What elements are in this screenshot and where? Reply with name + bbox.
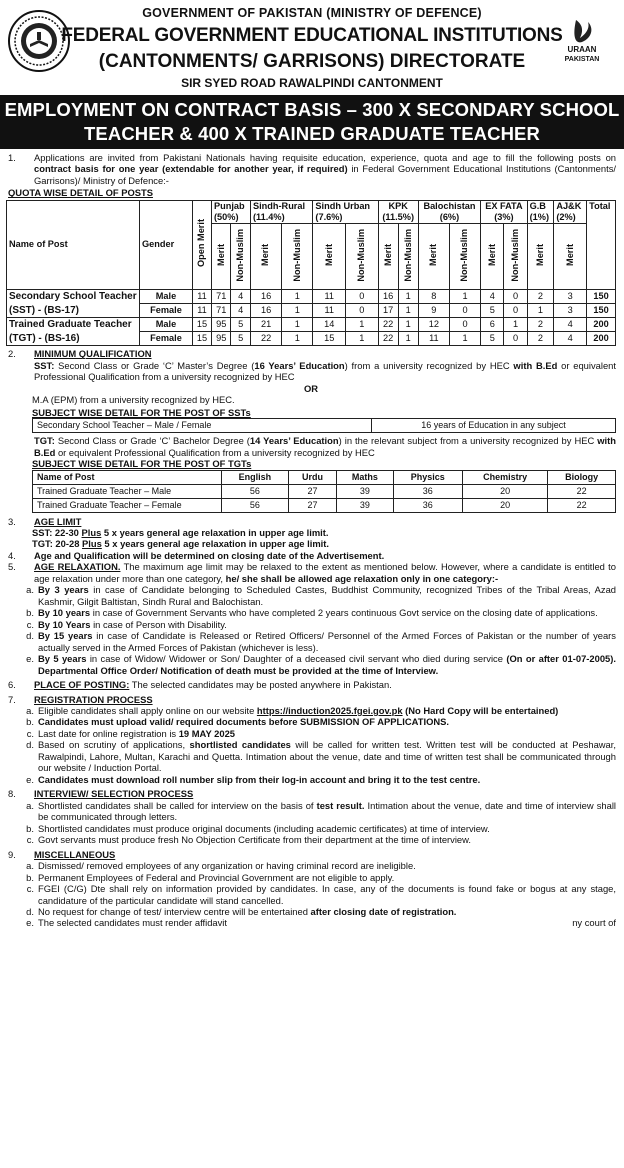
quota-cell: 4 (231, 304, 251, 318)
uraan-logo-title: URAAN (567, 45, 597, 54)
list-item: b. By 10 years in case of Government Servants who have completed 2 years continuous Govt service on the closing date of applications. (26, 607, 598, 619)
quota-cell: 1 (527, 304, 554, 318)
table-row: Trained Graduate Teacher – Female 56 27 39 36 20 22 (33, 498, 616, 512)
quota-cell: 1 (282, 290, 313, 304)
directorate-title-line1: FEDERAL GOVERNMENT EDUCATIONAL INSTITUTIONS (61, 25, 563, 46)
section-6: 6. PLACE OF POSTING: The selected candidates may be posted anywhere in Pakistan. (8, 679, 392, 691)
tgt-qualification: TGT: Second Class or Grade ‘C’ Bachelor Degree (14 Years’ Education) in the relevant subject from a university recognized by HEC with B.Ed or equivalent Professional Qualification from a university recognized by HEC (34, 435, 616, 458)
directorate-title-line2: (CANTONMENTS/ GARRISONS) DIRECTORATE (98, 51, 526, 72)
list-item: a. By 3 years in case of Candidate belonging to Scheduled Castes, Buddhist Community, recognized Tribes of the Tribal Areas, Azad Kashmir, Gilgit Baltistan, Sindh Rural and Balochistan. (26, 584, 617, 607)
gender-cell: Male (140, 318, 193, 332)
quota-cell: 5 (481, 332, 504, 346)
region-name: Sindh-Rural (252, 200, 306, 211)
list-item: e. The selected candidates must render affidavit ny court of (26, 917, 616, 929)
quota-cell: 1 (449, 290, 480, 304)
gender-cell: Female (140, 332, 193, 346)
list-item: b. Candidates must upload valid/ required documents before SUBMISSION OF APPLICATIONS. (26, 716, 449, 728)
section-title: MINIMUM QUALIFICATION (34, 348, 152, 360)
registration-link[interactable]: https://induction2025.fgei.gov.pk (256, 705, 403, 716)
region-name: EX FATA (485, 200, 523, 211)
banner-line1: EMPLOYMENT ON CONTRACT BASIS – 300 X SECONDARY SCHOOL (4, 99, 620, 120)
quota-cell: 5 (231, 332, 251, 346)
quota-cell: 21 (250, 318, 281, 332)
quota-cell: 4 (554, 318, 587, 332)
table-row (7, 290, 616, 304)
region-name: Balochistan (423, 200, 476, 211)
quota-cell: 2 (527, 290, 554, 304)
quota-cell: 15 (193, 332, 212, 346)
section-9: 9. MISCELLANEOUS (8, 848, 116, 860)
header (0, 0, 624, 95)
quota-cell: 11 (193, 304, 212, 318)
quota-cell: 22 (378, 318, 398, 332)
section-1: 1. Applications are invited from Pakistani Nationals having requisite education, experience, quota and age to fill the following posts on contract basis for one year (extendable for another year, if required) in Federal Government Educational Institutions (Cantonments/ Garrisons)/ Ministry of Defence:- (8, 152, 617, 186)
quota-cell: 2 (527, 318, 554, 332)
post-name: Trained Graduate Teacher (TGT) - (BS-16) (7, 318, 140, 346)
quota-cell: 11 (418, 332, 449, 346)
list-item: d. No request for change of test/ interview centre will be entertained after closing date of registration. (26, 905, 457, 917)
quota-cell: 16 (250, 304, 281, 318)
quota-header-total: Total (587, 200, 616, 289)
list-item: a. Eligible candidates shall apply online on our website https://induction2025.fgei.gov.pk (No Hard Copy will be entertained) (26, 705, 559, 716)
table-row (7, 318, 616, 332)
quota-cell: 0 (449, 318, 480, 332)
quota-cell: 22 (250, 332, 281, 346)
quota-cell: 11 (313, 304, 346, 318)
gender-cell: Male (140, 290, 193, 304)
quota-cell: 11 (193, 290, 212, 304)
quota-cell: 16 (378, 290, 398, 304)
quota-title: QUOTA WISE DETAIL OF POSTS (8, 187, 153, 199)
quota-cell: 0 (504, 304, 527, 318)
quota-cell: 1 (398, 332, 418, 346)
quota-cell: 150 (587, 304, 616, 318)
mae-text: M.A (EPM) from a university recognized by HEC. (32, 394, 235, 406)
sst-subject-table: Secondary School Teacher – Male / Female 16 years of Education in any subject (32, 418, 616, 433)
section-number: 1. (8, 152, 16, 163)
quota-cell: 0 (504, 290, 527, 304)
quota-cell: 15 (193, 318, 212, 332)
quota-cell: 71 (212, 304, 231, 318)
banner-line2: TEACHER & 400 X TRAINED GRADUATE TEACHER (84, 123, 540, 144)
table-row: Trained Graduate Teacher – Male 56 27 39 36 20 22 (33, 484, 616, 498)
list-item: c. By 10 Years in case of Person with Disability. (26, 618, 227, 630)
quota-cell: 1 (346, 318, 379, 332)
quota-cell: 0 (449, 304, 480, 318)
list-item: e. Candidates must download roll number slip from their log-in account and bring it to the test centre. (26, 773, 481, 785)
list-item: c. Last date for online registration is 19 MAY 2025 (26, 727, 235, 739)
list-item: a. Shortlisted candidates shall be called for interview on the basis of test result. Intimation about the venue, date and time of interview shall be communicated through letters. (26, 799, 617, 823)
gender-cell: Female (140, 304, 193, 318)
list-item: d. Based on scrutiny of applications, shortlisted candidates will be called for written test. Written test will be conducted at Peshawar, Rawalpindi, Lahore, Multan, Karachi and Quetta. Intimation about the venue, date and time of written test shall be communicated through our website / Induction Portal. (26, 739, 616, 774)
quota-cell: 4 (231, 290, 251, 304)
quota-cell: 1 (449, 332, 480, 346)
quota-cell: 14 (313, 318, 346, 332)
quota-cell: 4 (554, 332, 587, 346)
quota-cell: 150 (587, 290, 616, 304)
section-3: 3. AGE LIMIT (8, 515, 82, 527)
quota-cell: 4 (481, 290, 504, 304)
quota-cell: 1 (282, 304, 313, 318)
quota-cell: 95 (212, 332, 231, 346)
quota-cell: 1 (346, 332, 379, 346)
quota-cell: 0 (504, 332, 527, 346)
region-name: AJ&K (556, 200, 582, 211)
quota-cell: 0 (346, 290, 379, 304)
quota-cell: 12 (418, 318, 449, 332)
quota-body (7, 290, 616, 346)
age-tgt: TGT: 20-28 Plus 5 x years general age relaxation in upper age limit. (32, 538, 330, 550)
uraan-pakistan-logo-icon (552, 18, 612, 70)
quota-header-name: Name of Post (7, 200, 140, 289)
quota-cell: 3 (554, 290, 587, 304)
quota-cell: 1 (282, 332, 313, 346)
quota-cell: 8 (418, 290, 449, 304)
region-name: Sindh Urban (315, 200, 371, 211)
sst-subject-title: SUBJECT WISE DETAIL FOR THE POST OF SSTs (32, 406, 251, 418)
or-label: OR (303, 382, 319, 394)
section-4: 4. Age and Qualification will be determined on closing date of the Advertisement. (8, 549, 385, 561)
quota-cell: 200 (587, 332, 616, 346)
quota-cell: 5 (231, 318, 251, 332)
quota-header-gender: Gender (140, 200, 193, 289)
quota-cell: 71 (212, 290, 231, 304)
quota-cell: 200 (587, 318, 616, 332)
list-item: a. Dismissed/ removed employees of any organization or having criminal record are ineligible. (26, 860, 416, 872)
quota-cell: 1 (504, 318, 527, 332)
quota-cell: 5 (481, 304, 504, 318)
list-item: c. FGEI (C/G) Dte shall rely on information provided by candidates. In case, any of the documents is found fake or bogus at any stage, candidature of the particular candidate will stand cancelled. (26, 883, 616, 906)
section-7: 7. REGISTRATION PROCESS (8, 693, 153, 705)
government-line: GOVERNMENT OF PAKISTAN (MINISTRY OF DEFENCE) (142, 6, 482, 20)
quota-header-open-merit: Open Merit (196, 219, 207, 268)
quota-cell: 22 (378, 332, 398, 346)
uraan-logo-sub: PAKISTAN (564, 56, 600, 63)
title-banner (0, 95, 624, 149)
age-sst: SST: 22-30 Plus 5 x years general age relaxation in upper age limit. (32, 526, 329, 538)
quota-cell: 95 (212, 318, 231, 332)
section-8: 8. INTERVIEW/ SELECTION PROCESS (8, 788, 194, 800)
list-item: b. Permanent Employees of Federal and Provincial Government are not eligible to apply. (26, 871, 395, 883)
quota-cell: 1 (282, 318, 313, 332)
post-name: Secondary School Teacher (SST) - (BS-17) (7, 290, 140, 318)
quota-cell: 1 (398, 318, 418, 332)
quota-table: Name of Post Gender Open Merit Punjab (50%) Sindh-Rural (11.4%) Sindh Urban (7.6%) KPK (11.5%) Balochistan (6%) EX FATA (3%) G.B (1%) AJ&K (2%) Total Merit Non-Muslim Merit Non-Muslim Merit Non-Muslim Merit Non-Muslim Merit Non-Muslim Merit Non-Muslim Merit Merit Secondary School Teacher (SST) - (BS-17) Male 11 71 4 16 1 11 0 16 1 8 1 4 0 2 3 150 Female 11 71 4 16 1 11 0 17 1 9 0 5 0 1 3 150 Trained Graduate Teacher (TGT) - (BS-16) Male 15 95 5 21 1 14 1 22 1 12 0 6 1 2 4 200 Female 15 95 5 22 1 15 1 22 1 11 1 5 0 2 4 200 (6, 200, 616, 346)
sst-qualification: SST: Second Class or Grade ‘C’ Master’s Degree (16 Years’ Education) from a university recognized by HEC with B.Ed or equivalent Professional Qualification from a university recognized by HEC (34, 359, 616, 383)
quota-cell: 2 (527, 332, 554, 346)
section-5: 5. AGE RELAXATION. The maximum age limit may be relaxed to the extent as mentioned below. However, where a candidate is entitled to age relaxation under more than one category, he/ she shall be allowed age relaxation only in one category:- (8, 561, 616, 584)
list-item: d. By 15 years in case of Candidate is Released or Retired Officers/ Personnel of the Armed Forces of Pakistan or the number of years actually served in the Armed Forces of Pakistan (whichever is less). (26, 630, 616, 653)
quota-cell: 11 (313, 290, 346, 304)
address-line: SIR SYED ROAD RAWALPINDI CANTONMENT (181, 76, 443, 90)
quota-cell: 15 (313, 332, 346, 346)
region-name: G.B (529, 200, 546, 211)
section-2: 2. MINIMUM QUALIFICATION (6, 348, 616, 359)
list-item: e. By 5 years in case of Widow/ Widower or Son/ Daughter of a deceased civil servant who died during service (On or after 01-07-2005). Departmental Office Order/ Notification of death must be provided at the time of Interview. (26, 653, 616, 676)
quota-cell: 9 (418, 304, 449, 318)
quota-cell: 17 (378, 304, 398, 318)
content (0, 149, 624, 929)
quota-cell: 0 (346, 304, 379, 318)
list-item: b. Shortlisted candidates must produce original documents (including academic certificates) at time of interview. (26, 822, 490, 834)
quota-cell: 16 (250, 290, 281, 304)
list-item: c. Govt servants must produce fresh No Objection Certificate from their department at the time of interview. (26, 834, 471, 846)
tgt-subject-title: SUBJECT WISE DETAIL FOR THE POST OF TGTs (32, 458, 252, 470)
quota-cell: 6 (481, 318, 504, 332)
region-name: KPK (388, 200, 408, 211)
quota-cell: 3 (554, 304, 587, 318)
quota-cell: 1 (398, 290, 418, 304)
tgt-subject-table: Name of Post English Urdu Maths Physics Chemistry Biology Trained Graduate Teacher – Male 56 27 39 36 20 22 Trained Graduate Teacher – Female 56 27 39 36 20 22 (32, 470, 616, 513)
region-name: Punjab (214, 200, 245, 211)
quota-cell: 1 (398, 304, 418, 318)
